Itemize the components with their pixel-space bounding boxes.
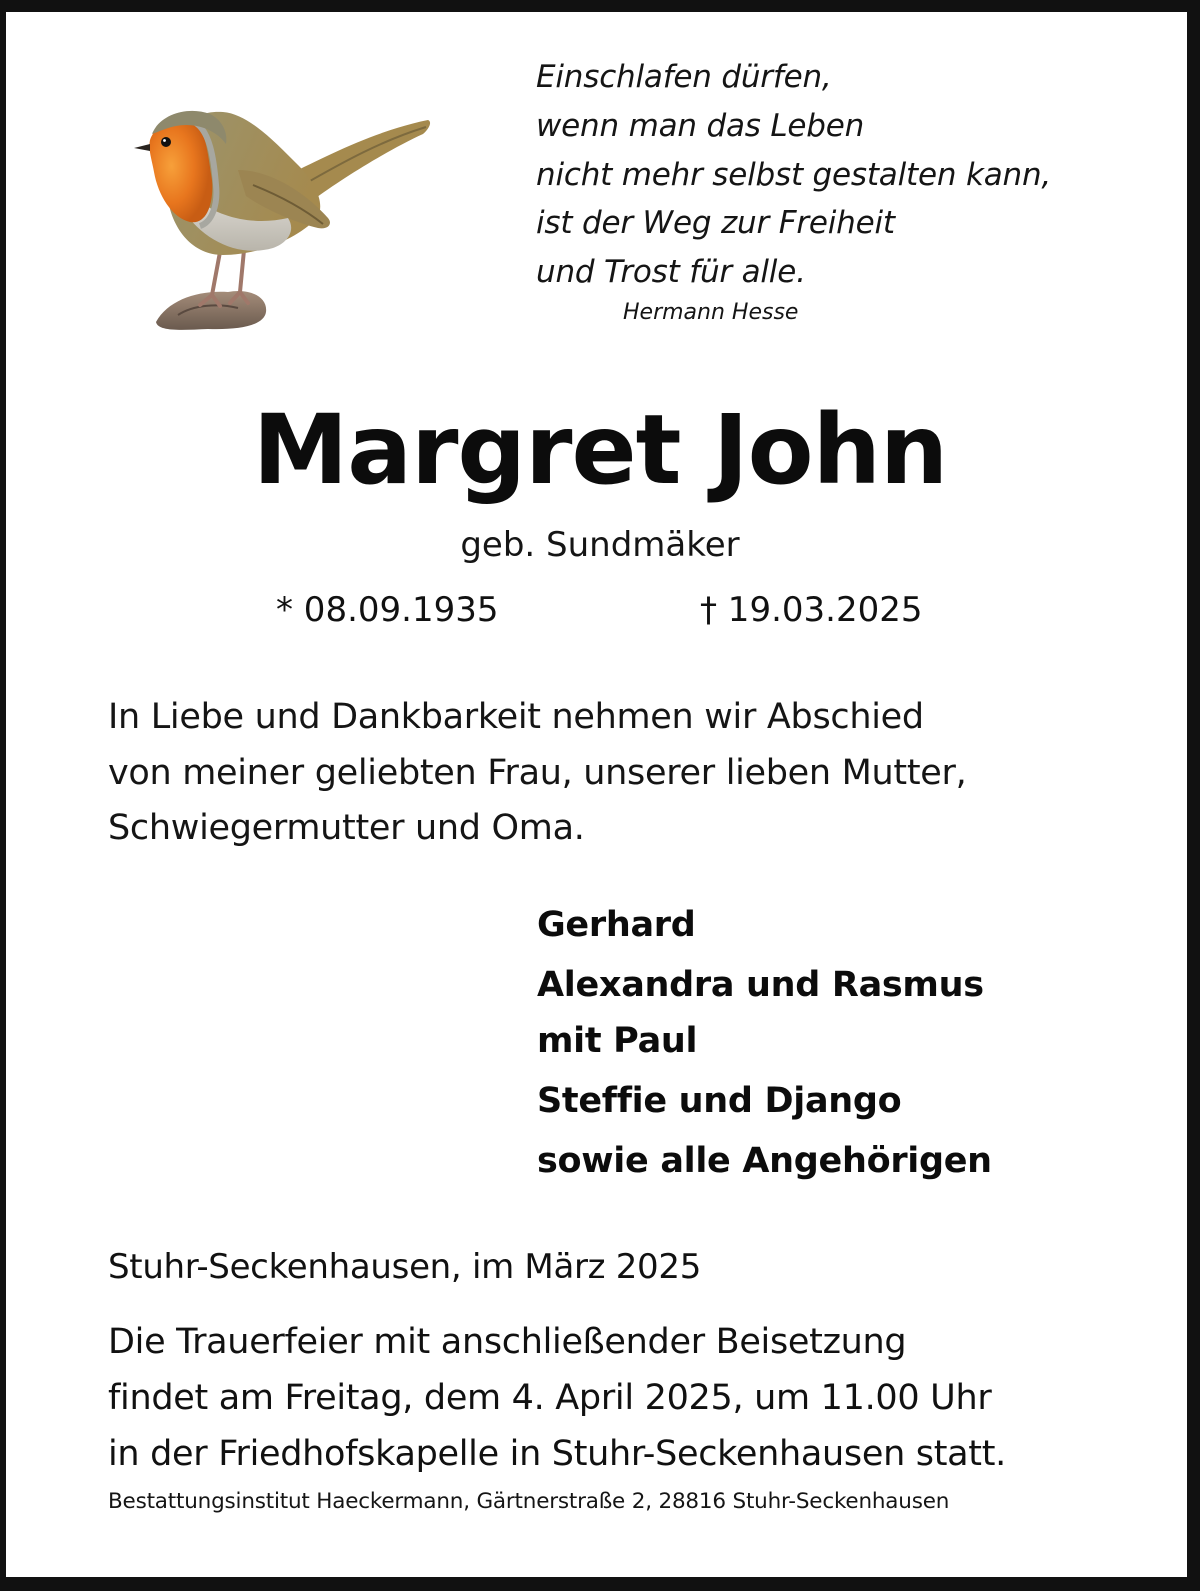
ceremony-info xyxy=(108,1314,1006,1482)
farewell-line: Schwiegermutter und Oma. xyxy=(108,808,585,848)
farewell-text xyxy=(108,690,966,857)
place-date: Stuhr-Seckenhausen, im März 2025 xyxy=(108,1247,702,1287)
farewell-line: In Liebe und Dankbarkeit nehmen wir Abschied xyxy=(108,697,924,737)
robin-icon xyxy=(128,100,438,345)
poem-line: wenn man das Leben xyxy=(536,107,865,144)
poem-line: nicht mehr selbst gestalten kann, xyxy=(536,156,1052,193)
birth-date: * 08.09.1935 xyxy=(276,590,499,630)
poem-line: Einschlafen dürfen, xyxy=(536,59,832,95)
ceremony-line: findet am Freitag, dem 4. April 2025, um 11.00 Uhr xyxy=(108,1378,992,1418)
mourner-line: mit Paul xyxy=(537,1021,698,1061)
poem-line: und Trost für alle. xyxy=(536,254,806,291)
poem xyxy=(536,53,1051,297)
funeral-home-footer: Bestattungsinstitut Haeckermann, Gärtnerstraße 2, 28816 Stuhr-Seckenhausen xyxy=(108,1489,950,1514)
ceremony-line: Die Trauerfeier mit anschließender Beisetzung xyxy=(108,1322,907,1362)
poem-author: Hermann Hesse xyxy=(623,300,799,325)
mourner-line: Steffie und Django xyxy=(537,1081,902,1121)
birth-name: geb. Sundmäker xyxy=(460,525,740,565)
mourner-line: Gerhard xyxy=(537,905,696,945)
mourner-line: Alexandra und Rasmus xyxy=(537,965,984,1005)
mourner-line: sowie alle Angehörigen xyxy=(537,1141,992,1181)
poem-line: ist der Weg zur Freiheit xyxy=(536,205,895,242)
ceremony-line: in der Friedhofskapelle in Stuhr-Seckenhausen statt. xyxy=(108,1434,1006,1474)
farewell-line: von meiner geliebten Frau, unserer lieben Mutter, xyxy=(108,752,967,793)
death-date: † 19.03.2025 xyxy=(700,590,923,630)
deceased-name: Margret John xyxy=(252,394,948,506)
